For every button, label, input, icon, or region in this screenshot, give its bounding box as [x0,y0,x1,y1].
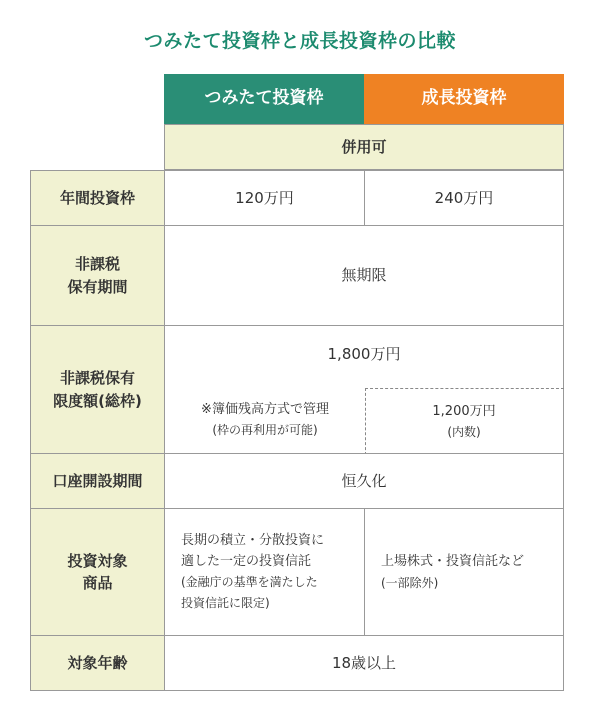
age-value-cell [164,635,564,691]
page-title: つみたて投資枠と成長投資枠の比較 [143,30,456,52]
annual-seicho-value: 240万円 [434,188,494,207]
age-value: 18歳以上 [331,653,397,672]
products-tsumitate-line3: (金融庁の基準を満たした [181,575,318,590]
period-value-cell [164,225,564,326]
limit-note-line1: ※簿価残高方式で管理 [201,402,329,417]
limit-label-line1: 非課税保有 [59,369,135,387]
products-label-line2: 商品 [82,574,113,592]
age-label: 対象年齢 [67,653,128,672]
products-tsumitate-cell [164,508,365,636]
limit-total: 1,800万円 [327,345,401,363]
limit-seicho-note: (内数) [447,424,481,439]
account-label: 口座開設期間 [52,471,143,490]
period-label-line1: 非課税 [74,255,120,273]
seicho-header-label: 成長投資枠 [421,88,507,109]
annual-tsumitate-value: 120万円 [235,188,294,207]
limit-seicho-value: 1,200万円 [432,404,496,419]
products-seicho-cell [364,508,564,636]
limit-note [165,400,365,440]
period-value: 無期限 [341,266,387,285]
products-seicho-line2: (一部除外) [381,575,439,590]
annual-label: 年間投資枠 [59,188,135,207]
products-tsumitate-line4: 投資信託に限定) [181,595,270,610]
period-label-line2: 保有期間 [67,277,128,296]
limit-seicho [365,402,563,442]
annual-seicho-cell [364,170,564,226]
row-label-limit [30,325,165,454]
products-seicho-line1: 上場株式・投資信託など [381,553,525,569]
products-tsumitate-line1: 長期の積立・分散投資に [181,532,325,548]
products-label-line1: 投資対象 [67,551,128,570]
combined-use-cell [164,124,564,170]
limit-label-line2: 限度額(総枠) [53,391,142,410]
annual-tsumitate-cell [164,170,365,226]
limit-note-line2: (枠の再利用が可能) [212,422,318,437]
combined-use-label: 併用可 [341,137,387,156]
seicho-header [364,74,564,124]
products-tsumitate-line2: 適した一定の投資信託 [181,553,312,569]
row-label-period [30,225,165,326]
tsumitate-header-label: つみたて投資枠 [204,88,324,109]
account-value-cell [164,453,564,509]
tsumitate-header [164,74,364,124]
row-label-annual [30,170,165,226]
row-label-age [30,635,165,691]
limit-value-cell [164,325,564,454]
row-label-products [30,508,165,636]
row-label-account [30,453,165,509]
account-value: 恒久化 [341,471,387,490]
